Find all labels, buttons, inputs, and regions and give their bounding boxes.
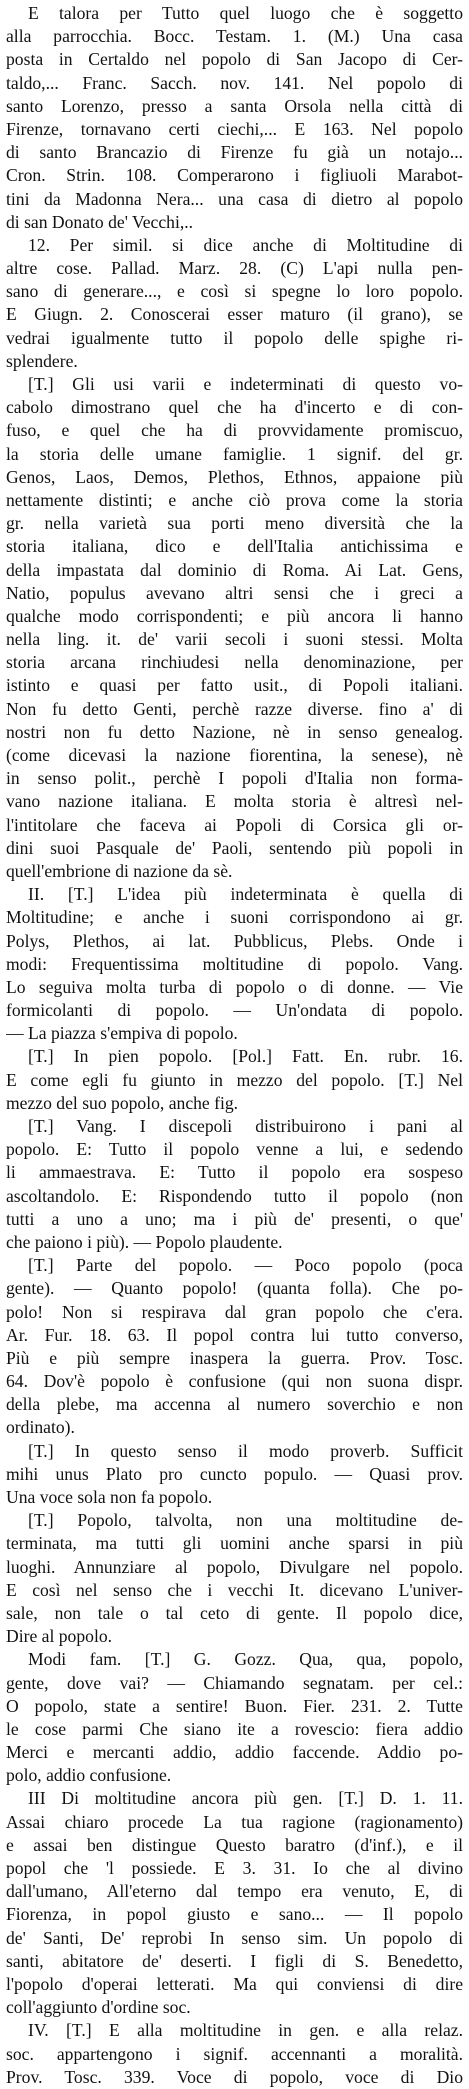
text-line: 12. Per simil. si dice anche di Moltitudine di	[28, 234, 463, 255]
text-line: II. [T.] L'idea più indeterminata è quella di	[28, 884, 463, 905]
text-line: nella ling. it. de' varii secoli i suoni stessi. Molta	[6, 629, 463, 650]
text-line: Polys, Plethos, ai lat. Pubblicus, Plebs. Onde i	[6, 930, 463, 951]
text-line: in senso polit., perchè I popoli d'Italia non forma-	[6, 768, 463, 789]
text-line: della impastata dal dominio di Roma. Ai Lat. Gens,	[6, 559, 463, 580]
text-line: Merci e mercanti addio, addio faccende. Addio po-	[6, 1742, 463, 1763]
text-line: sano di generare..., e così si spegne lo loro popolo.	[6, 281, 463, 302]
text-line: Firenze, tornavano certi ciechi,... E 163. Nel popolo	[6, 118, 463, 139]
text-line: modi: Frequentissima moltitudine di popolo. Vang.	[6, 953, 463, 974]
text-line: Dire al popolo.	[6, 1626, 113, 1647]
text-line: storia italiana, dico e dell'Italia antichissima e	[6, 536, 463, 557]
text-line: dini suoi Pasquale de' Paoli, sentendo più popoli in	[6, 837, 463, 858]
text-line: [T.] Parte del popolo. — Poco popolo (poca	[28, 1255, 463, 1276]
text-line: [T.] Popolo, talvolta, non una moltitudine de-	[28, 1510, 463, 1531]
text-line: Ar. Fur. 18. 63. Il popol contra lui tutto converso,	[6, 1324, 463, 1345]
text-line: gente, dove vai? — Chiamando segnatam. per cel.:	[6, 1672, 463, 1693]
text-line: nostri non fu detto Nazione, nè in senso genealog.	[6, 721, 463, 742]
text-line: tutti a uno a uno; ma i più de' presenti, o que'	[6, 1208, 463, 1229]
text-line: nettamente distinti; e anche ciò prova come la storia	[6, 489, 463, 510]
text-line: altre cose. Pallad. Marz. 28. (C) L'api nulla pen-	[6, 258, 463, 279]
text-line: santo Lorenzo, presso a santa Orsola nella città di	[6, 95, 463, 116]
text-line: storia arcana rinchiudesi nella denominazione, per	[6, 652, 463, 673]
text-line: coll'aggiunto d'ordine soc.	[6, 1997, 191, 2018]
text-line: mihi unus Plato pro cuncto populo. — Quasi prov.	[6, 1463, 463, 1484]
text-line: — La piazza s'empiva di popolo.	[6, 1023, 238, 1044]
text-line: Una voce sola non fa popolo.	[6, 1487, 213, 1507]
text-line: de' Santi, De' reprobi In senso sim. Un popolo di	[6, 1927, 463, 1948]
text-line: formicolanti di popolo. — Un'ondata di popolo.	[6, 1000, 463, 1021]
text-line: (come dicevasi la nazione fiorentina, la senese), nè	[6, 745, 463, 765]
text-line: istinto e quasi per fatto usit., di Popoli italiani.	[6, 675, 463, 696]
text-line: le cose parmi Che siano ite a rovescio: fiera addio	[6, 1718, 463, 1739]
text-line: mezzo del suo popolo, anche fig.	[6, 1092, 239, 1113]
text-line: [T.] In questo senso il modo proverb. Sufficit	[28, 1440, 463, 1461]
text-line: E come egli fu giunto in mezzo del popolo. [T.] Nel	[6, 1069, 463, 1090]
text-line: E Giugn. 2. Conoscerai esser maturo (il grano), se	[6, 304, 463, 325]
text-line: l'popolo d'operai letterati. Ma qui conviensi di dire	[6, 1973, 463, 1994]
text-line: la storia delle umane famiglie. 1 signif. del gr.	[6, 443, 463, 464]
text-line: Genos, Laos, Demos, Plethos, Ethnos, appaione più	[6, 466, 463, 487]
text-line: posta in Certaldo nel popolo di San Jacopo di Cer-	[6, 49, 463, 70]
text-line: popol che 'l possiede. E 3. 31. Io che al divino	[6, 1858, 463, 1878]
text-line: ascoltandolo. E: Rispondendo tutto il popolo (non	[6, 1185, 463, 1206]
text-line: gente). — Quanto popolo! (quanta folla). Che po-	[6, 1278, 463, 1299]
text-line: ordinato).	[6, 1417, 75, 1438]
text-line: [T.] In pien popolo. [Pol.] Fatt. En. rubr. 16.	[28, 1046, 463, 1067]
text-line: dall'umano, All'eterno dal tempo era venuto, E, di	[6, 1881, 463, 1902]
text-line: vedrai igualmente tutto il popolo delle spighe ri-	[6, 327, 463, 348]
text-line: popolo. E: Tutto il popolo venne a lui, e sedendo	[6, 1139, 463, 1160]
text-line: E così nel senso che i vecchi It. dicevano L'univer-	[6, 1579, 463, 1600]
text-line: luoghi. Annunziare al popolo, Divulgare nel popolo.	[6, 1556, 463, 1577]
text-line: Non fu detto Genti, perchè razze diverse. fino a' di	[6, 698, 463, 719]
text-line: Natio, populus avevano altri sensi che i greci a	[6, 582, 463, 603]
text-line: O popolo, state a sentire! Buon. Fier. 231. 2. Tutte	[6, 1695, 463, 1716]
text-line: li ammaestrava. E: Tutto il popolo era sospeso	[6, 1162, 463, 1183]
text-line: cabolo dimostrano quel che ha d'incerto e di con-	[6, 397, 463, 418]
text-line: Cron. Strin. 108. Comperarono i figliuoli Marabot-	[6, 165, 463, 186]
text-line: [T.] Vang. I discepoli distribuirono i pani al	[28, 1116, 463, 1136]
text-line: e assai ben distingue Questo baratro (d'inf.), e il	[6, 1834, 463, 1855]
text-line: E talora per Tutto quel luogo che è soggetto	[28, 3, 463, 23]
text-line: di santo Brancazio di Firenze fu già un notajo...	[6, 142, 463, 163]
text-line: Moltitudine; e anche i suoni corrispondono ai gr.	[6, 907, 463, 928]
text-line: Più e più sempre inaspera la guerra. Prov. Tosc.	[6, 1347, 463, 1368]
text-line: tini da Madonna Nera... una casa di dietro al popolo	[6, 188, 463, 209]
text-line: fuso, e quel che ha di provvidamente promiscuo,	[6, 420, 463, 441]
text-line: alla parrocchia. Bocc. Testam. 1. (M.) Una casa	[6, 26, 463, 47]
text-line: Fiorenza, in popol giusto e sano... — Il popolo	[6, 1904, 463, 1925]
text-line: Modi fam. [T.] G. Gozz. Qua, qua, popolo,	[28, 1649, 463, 1670]
text-line: l'intitolare che faceva ai Popoli di Corsica gli or-	[6, 814, 463, 835]
text-line: della plebe, ma accenna al numero soverchio e non	[6, 1394, 463, 1415]
text-line: taldo,... Franc. Sacch. nov. 141. Nel popolo di	[6, 72, 463, 93]
text-line: vano nazione italiana. E molta storia è altresì nel-	[6, 791, 463, 812]
text-line: III Di moltitudine ancora più gen. [T.] D. 1. 11.	[28, 1788, 463, 1809]
text-line: polo! Non si respirava dal gran popolo che c'era.	[6, 1301, 463, 1322]
text-line: terminata, ma tutti gli uomini anche sparsi in più	[6, 1533, 463, 1554]
text-line: polo, addio confusione.	[6, 1765, 172, 1786]
text-line: che paiono i più). — Popolo plaudente.	[6, 1231, 283, 1252]
text-line: IV. [T.] E alla moltitudine in gen. e alla relaz.	[28, 2020, 463, 2041]
text-line: 64. Dov'è popolo è confusione (qui non suona dispr.	[6, 1371, 463, 1392]
text-line: santi, abitatore de' deserti. I figli di S. Benedetto,	[6, 1950, 463, 1971]
text-line: qualche modo corrispondenti; e più ancora li hanno	[6, 605, 463, 626]
dictionary-column	[6, 2, 463, 2089]
text-line: [T.] Gli usi varii e indeterminati di questo vo-	[28, 374, 463, 394]
text-line: Prov. Tosc. 339. Voce di popolo, voce di Dio	[6, 2066, 463, 2087]
text-line: splendere.	[6, 350, 78, 371]
text-line: Lo seguiva molta turba di popolo o di donne. — Vie	[6, 976, 463, 997]
text-line: sale, non tale o tal ceto di gente. Il popolo dice,	[6, 1602, 463, 1623]
text-line: gr. nella varietà sua porti meno diversità che la	[6, 513, 463, 534]
text-line: di san Donato de' Vecchi,..	[6, 211, 194, 232]
text-line: quell'embrione di nazione da sè.	[6, 860, 233, 881]
text-line: soc. appartengono i signif. accennanti a moralità.	[6, 2043, 463, 2064]
text-line: Assai chiaro procede La tua ragione (ragionamento)	[6, 1811, 463, 1832]
